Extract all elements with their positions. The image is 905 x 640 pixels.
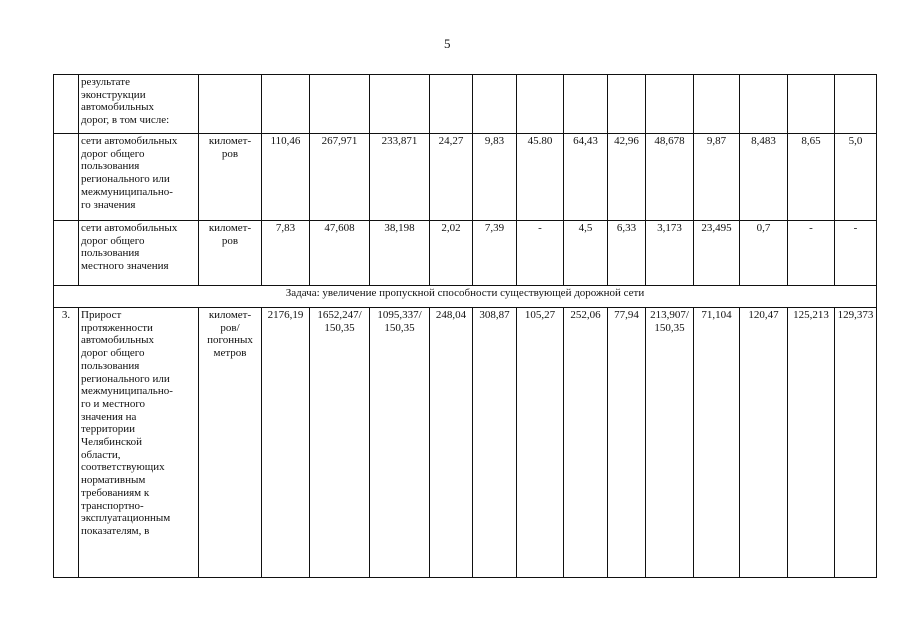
task-heading: Задача: увеличение пропускной способности существующей дорожной сети <box>54 286 877 308</box>
cell-value: 42,96 <box>608 134 646 221</box>
cell-value: 110,46 <box>262 134 310 221</box>
cell-value: 267,971 <box>310 134 370 221</box>
cell-value <box>430 75 473 134</box>
cell-value: 233,871 <box>370 134 430 221</box>
cell-value: 38,198 <box>370 221 430 286</box>
cell-unit: километ- ров/ погонных метров <box>199 308 262 578</box>
table-row-regional-roads <box>54 134 877 221</box>
cell-value: 45.80 <box>517 134 564 221</box>
cell-value: 64,43 <box>564 134 608 221</box>
cell-value <box>835 75 877 134</box>
cell-value: - <box>517 221 564 286</box>
cell-value <box>517 75 564 134</box>
cell-value <box>646 75 694 134</box>
cell-value <box>694 75 740 134</box>
cell-description: результате эконструкции автомобильных дорог, в том числе: <box>79 75 199 134</box>
cell-value: 8,65 <box>788 134 835 221</box>
cell-value <box>473 75 517 134</box>
cell-value: 47,608 <box>310 221 370 286</box>
cell-num <box>54 75 79 134</box>
indicators-table <box>53 74 877 578</box>
table-row-length-increase <box>54 308 877 578</box>
cell-value: 2,02 <box>430 221 473 286</box>
cell-value: 71,104 <box>694 308 740 578</box>
table-row-task <box>54 286 877 308</box>
table-row-local-roads <box>54 221 877 286</box>
cell-value: 48,678 <box>646 134 694 221</box>
cell-value: 120,47 <box>740 308 788 578</box>
cell-value: 23,495 <box>694 221 740 286</box>
cell-value <box>608 75 646 134</box>
cell-value <box>310 75 370 134</box>
cell-value: 6,33 <box>608 221 646 286</box>
cell-description: Прирост протяженности автомобильных дорог общего пользования регионального или межмуниципально- го и местного значения на территории Челябинской области, соответствующих нормативным требованиям к транспортно- эксплуатационным показателям, в <box>79 308 199 578</box>
cell-value: 5,0 <box>835 134 877 221</box>
cell-num: 3. <box>54 308 79 578</box>
cell-description: сети автомобильных дорог общего пользования местного значения <box>79 221 199 286</box>
cell-value: 213,907/ 150,35 <box>646 308 694 578</box>
cell-value: 0,7 <box>740 221 788 286</box>
cell-value: 252,06 <box>564 308 608 578</box>
cell-num <box>54 221 79 286</box>
cell-value: 125,213 <box>788 308 835 578</box>
cell-value: 3,173 <box>646 221 694 286</box>
cell-value: 7,83 <box>262 221 310 286</box>
cell-value: 8,483 <box>740 134 788 221</box>
cell-value: 9,87 <box>694 134 740 221</box>
cell-value: - <box>788 221 835 286</box>
table-row-reconstruction-header <box>54 75 877 134</box>
cell-value: 2176,19 <box>262 308 310 578</box>
cell-num <box>54 134 79 221</box>
cell-value: 1095,337/ 150,35 <box>370 308 430 578</box>
cell-value: 248,04 <box>430 308 473 578</box>
cell-unit: километ- ров <box>199 134 262 221</box>
cell-value: 9,83 <box>473 134 517 221</box>
cell-value <box>564 75 608 134</box>
cell-value: 4,5 <box>564 221 608 286</box>
cell-unit <box>199 75 262 134</box>
cell-value <box>262 75 310 134</box>
cell-value: 77,94 <box>608 308 646 578</box>
cell-description: сети автомобильных дорог общего пользования регионального или межмуниципально- го значения <box>79 134 199 221</box>
cell-value <box>740 75 788 134</box>
cell-value <box>788 75 835 134</box>
cell-value: 1652,247/ 150,35 <box>310 308 370 578</box>
cell-value: 24,27 <box>430 134 473 221</box>
cell-value: 105,27 <box>517 308 564 578</box>
page-number: 5 <box>444 36 451 51</box>
cell-value: - <box>835 221 877 286</box>
cell-unit: километ- ров <box>199 221 262 286</box>
cell-value: 7,39 <box>473 221 517 286</box>
cell-value <box>370 75 430 134</box>
cell-value: 129,373 <box>835 308 877 578</box>
cell-value: 308,87 <box>473 308 517 578</box>
